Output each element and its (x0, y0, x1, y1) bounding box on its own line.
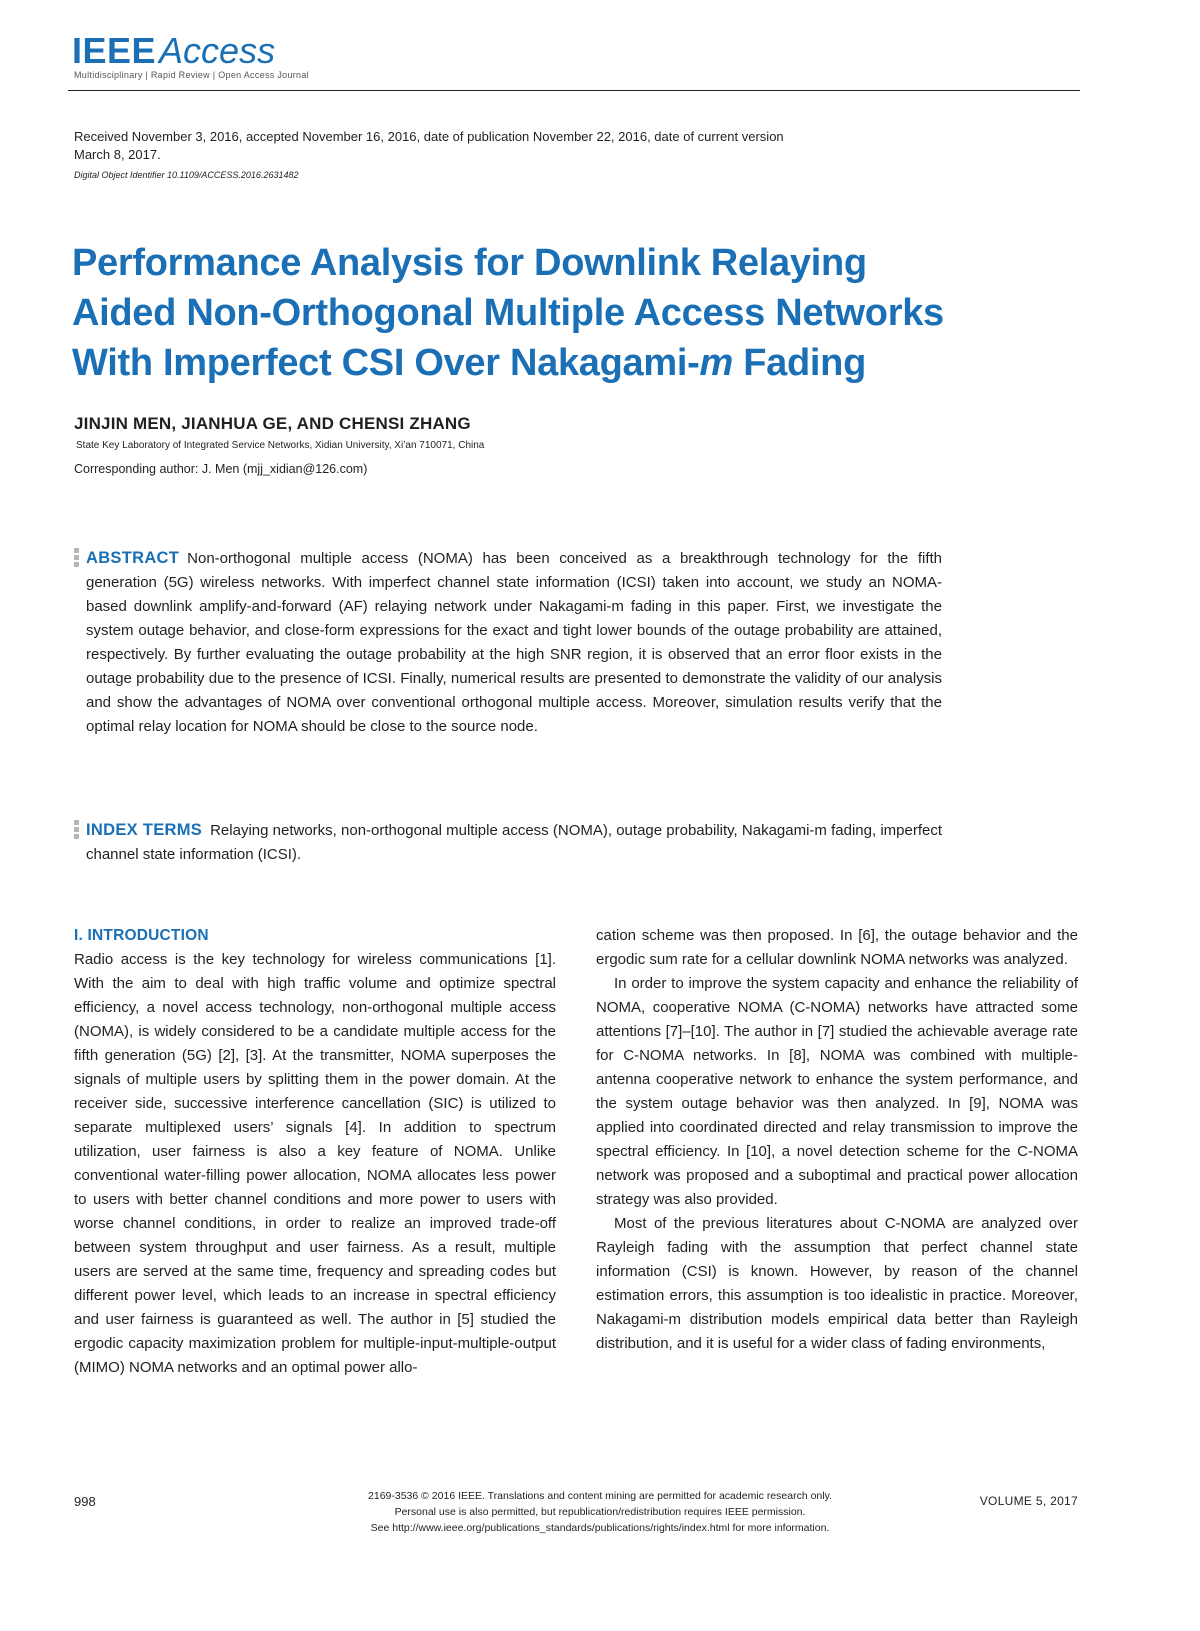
copyright-line-2: Personal use is also permitted, but republication/redistribution requires IEEE permission. (394, 1506, 806, 1518)
intro-paragraph-1: Radio access is the key technology for wireless communications [1]. With the aim to deal with high traffic volume and optimize spectral efficiency, a novel access technology, non-orthogonal multiple access (NOMA), is widely considered to be a candidate multiple access for the fifth generation (5G) [2], [3]. At the transmitter, NOMA superposes the signals of multiple users by splitting them in the power domain. At the receiver side, successive interference cancellation (SIC) is utilized to separate multiplexed users’ signals [4]. In addition to spectrum utilization, user fairness is also a key feature of NOMA. Unlike conventional water-filling power allocation, NOMA allocates less power to users with better channel conditions and more power to users with worse channel conditions, in order to realize an improved trade-off between system throughput and user fairness. As a result, multiple users are served at the same time, frequency and spreading codes but different power level, which leads to an increase in spectral efficiency and user fairness is guaranteed as well. The author in [5] studied the ergodic capacity maximization problem for multiple-input-multiple-output (MIMO) NOMA networks and an optimal power allo- (74, 951, 556, 1376)
copyright-notice (270, 1488, 930, 1536)
header-divider (68, 90, 1080, 91)
title-line-3-suffix: Fading (733, 342, 866, 384)
journal-logo (72, 30, 275, 72)
abstract-section (86, 546, 942, 739)
left-column (74, 924, 556, 1380)
index-terms-heading: INDEX TERMS (86, 821, 203, 839)
right-column (596, 924, 1078, 1356)
volume-year: VOLUME 5, 2017 (979, 1494, 1078, 1508)
copyright-line-1: 2169-3536 © 2016 IEEE. Translations and content mining are permitted for academic research only. (368, 1490, 832, 1502)
logo-access: Access (159, 30, 276, 71)
introduction-heading: I. INTRODUCTION (74, 927, 209, 944)
index-terms-marker-icon (74, 820, 80, 841)
title-line-2: Aided Non-Orthogonal Multiple Access Networks (72, 292, 944, 334)
intro-paragraph-3: Most of the previous literatures about C-NOMA are analyzed over Rayleigh fading with the assumption that perfect channel state information (CSI) is known. However, by reason of the channel estimation errors, this assumption is too idealistic in practice. Moreover, Nakagami-m distribution models empirical data better than Rayleigh distribution, and it is useful for a wider class of fading environments, (596, 1215, 1078, 1352)
abstract-marker-icon (74, 548, 80, 569)
title-line-1: Performance Analysis for Downlink Relaying (72, 242, 867, 284)
paper-title (72, 238, 972, 388)
received-dates: Received November 3, 2016, accepted November 16, 2016, date of publication November 22, 2016, date of current version March 8, 2017. (74, 129, 784, 162)
doi-identifier: Digital Object Identifier 10.1109/ACCESS.2016.2631482 (74, 170, 299, 180)
title-line-3-prefix: With Imperfect CSI Over Nakagami- (72, 342, 700, 384)
author-affiliation: State Key Laboratory of Integrated Service Networks, Xidian University, Xi’an 710071, China (76, 440, 485, 451)
intro-paragraph-2: In order to improve the system capacity and enhance the reliability of NOMA, cooperative NOMA (C-NOMA) networks have attracted some attentions [7]–[10]. The author in [7] studied the achievable average rate for C-NOMA networks. In [8], NOMA was combined with multiple-antenna cooperative network to enhance the system performance, and the system outage behavior was then analyzed. In [9], NOMA was applied into coordinated directed and relay transmission to improve the spectral efficiency. In [10], a novel detection scheme for the C-NOMA network was proposed and a suboptimal and practical power allocation strategy was also provided. (596, 975, 1078, 1208)
title-line-3-italic: m (699, 342, 733, 384)
journal-tagline: Multidisciplinary | Rapid Review | Open Access Journal (74, 70, 309, 80)
title-line-3 (72, 338, 972, 388)
logo-ieee: IEEE (72, 30, 157, 71)
author-names: JINJIN MEN, JIANHUA GE, AND CHENSI ZHANG (74, 414, 471, 433)
abstract-text: Non-orthogonal multiple access (NOMA) has been conceived as a breakthrough technology for the fifth generation (5G) wireless networks. With imperfect channel state information (ICSI) taken into account, we study an NOMA-based downlink amplify-and-forward (AF) relaying network under Nakagami-m fading in this paper. First, we investigate the system outage behavior, and close-form expressions for the exact and tight lower bounds of the outage probability are attained, respectively. By further evaluating the outage probability at the high SNR region, it is observed that an error floor exists in the outage probability due to the presence of ICSI. Finally, numerical results are presented to demonstrate the validity of our analysis and show the advantages of NOMA over conventional orthogonal multiple access. Moreover, simulation results verify that the optimal relay location for NOMA should be close to the source node. (86, 550, 942, 735)
intro-paragraph-continued: cation scheme was then proposed. In [6], the outage behavior and the ergodic sum rate for a cellular downlink NOMA networks was analyzed. (596, 927, 1078, 968)
page-number: 998 (74, 1494, 96, 1509)
copyright-line-3: See http://www.ieee.org/publications_standards/publications/rights/index.html for more information. (370, 1522, 830, 1534)
index-terms-text: Relaying networks, non-orthogonal multiple access (NOMA), outage probability, Nakagami-m fading, imperfect channel state information (ICSI). (86, 822, 943, 863)
index-terms-section (86, 818, 942, 867)
corresponding-author: Corresponding author: J. Men (mjj_xidian@126.com) (74, 462, 368, 476)
abstract-heading: ABSTRACT (86, 549, 180, 567)
